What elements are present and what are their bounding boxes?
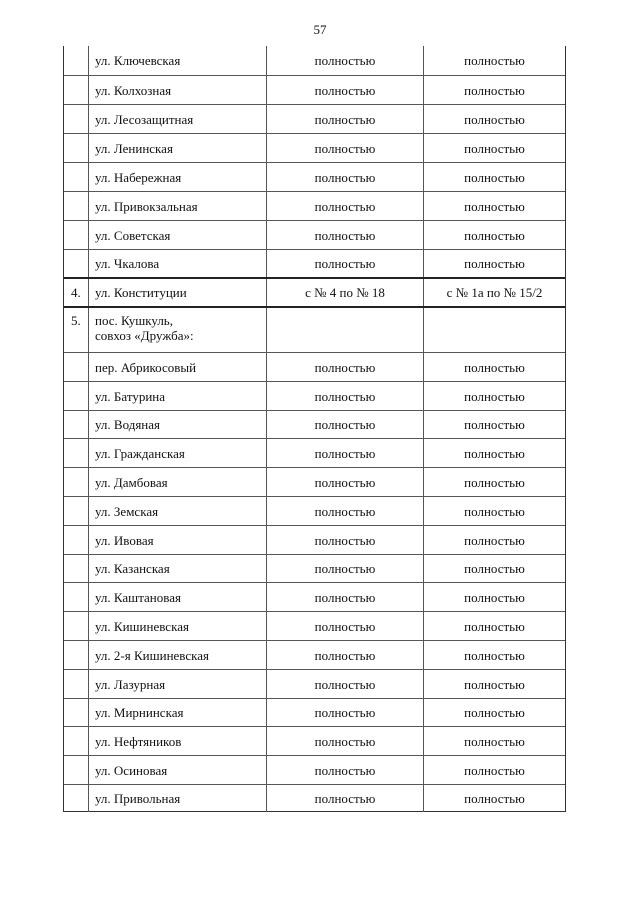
coverage-odd: полностью [266, 411, 423, 438]
table-row [64, 756, 565, 785]
coverage-even: полностью [423, 526, 565, 554]
coverage-odd: полностью [266, 163, 423, 191]
table-row [64, 439, 565, 468]
street-name: ул. Казанская [88, 555, 266, 582]
street-name: ул. Каштановая [88, 583, 266, 611]
street-name: ул. Привольная [88, 785, 266, 812]
table-row [64, 221, 565, 250]
street-name: ул. Ленинская [88, 134, 266, 162]
row-number [64, 411, 88, 438]
row-number [64, 583, 88, 611]
street-name: пер. Абрикосовый [88, 353, 266, 381]
table-row [64, 279, 565, 308]
coverage-even: полностью [423, 756, 565, 784]
row-number [64, 670, 88, 698]
street-name: ул. Лесозащитная [88, 105, 266, 133]
coverage-odd: полностью [266, 670, 423, 698]
row-number [64, 353, 88, 381]
coverage-odd: полностью [266, 583, 423, 611]
table-row [64, 555, 565, 583]
row-number [64, 468, 88, 496]
table-row [64, 670, 565, 699]
row-number [64, 250, 88, 277]
coverage-even: полностью [423, 46, 565, 75]
table-row [64, 163, 565, 192]
row-number [64, 497, 88, 525]
coverage-odd: полностью [266, 497, 423, 525]
coverage-even: полностью [423, 670, 565, 698]
row-number [64, 526, 88, 554]
street-name: ул. Привокзальная [88, 192, 266, 220]
street-name: ул. Мирнинская [88, 699, 266, 726]
row-number [64, 641, 88, 669]
table-row [64, 468, 565, 497]
row-number [64, 699, 88, 726]
street-name: ул. Советская [88, 221, 266, 249]
coverage-even: полностью [423, 163, 565, 191]
settlement-name [88, 308, 266, 352]
table-row [64, 612, 565, 641]
coverage-odd: полностью [266, 756, 423, 784]
row-number [64, 756, 88, 784]
table-row [64, 353, 565, 382]
coverage-even: полностью [423, 439, 565, 467]
street-name: ул. Ключевская [88, 46, 266, 75]
coverage-odd: полностью [266, 641, 423, 669]
coverage-odd: полностью [266, 46, 423, 75]
row-number [64, 163, 88, 191]
coverage-odd: полностью [266, 699, 423, 726]
street-name: ул. Осиновая [88, 756, 266, 784]
coverage-odd: с № 4 по № 18 [266, 279, 423, 306]
row-number [64, 46, 88, 75]
coverage-odd: полностью [266, 468, 423, 496]
table-row [64, 411, 565, 439]
street-name: ул. Колхозная [88, 76, 266, 104]
coverage-even: полностью [423, 134, 565, 162]
table-row [64, 192, 565, 221]
coverage-odd: полностью [266, 353, 423, 381]
street-name: ул. Кишиневская [88, 612, 266, 640]
street-name: ул. Конституции [88, 279, 266, 306]
coverage-even: полностью [423, 192, 565, 220]
table-row [64, 105, 565, 134]
coverage-odd: полностью [266, 382, 423, 410]
settlement-line-1: пос. Кушкуль, [95, 313, 173, 328]
coverage-odd: полностью [266, 134, 423, 162]
street-name: ул. Нефтяников [88, 727, 266, 755]
table-row [64, 497, 565, 526]
table-row [64, 382, 565, 411]
coverage-even: полностью [423, 382, 565, 410]
street-table [63, 46, 566, 812]
row-number [64, 785, 88, 812]
coverage-odd: полностью [266, 785, 423, 812]
coverage-odd: полностью [266, 192, 423, 220]
coverage-even: полностью [423, 555, 565, 582]
street-name: ул. Дамбовая [88, 468, 266, 496]
table-row [64, 641, 565, 670]
coverage-odd: полностью [266, 526, 423, 554]
street-name: ул. Земская [88, 497, 266, 525]
coverage-odd: полностью [266, 105, 423, 133]
settlement-line-2: совхоз «Дружба»: [95, 328, 194, 343]
row-number [64, 221, 88, 249]
street-name: ул. Набережная [88, 163, 266, 191]
coverage-odd: полностью [266, 76, 423, 104]
coverage-even: полностью [423, 250, 565, 277]
table-row [64, 727, 565, 756]
coverage-odd: полностью [266, 727, 423, 755]
row-number [64, 192, 88, 220]
coverage-odd: полностью [266, 221, 423, 249]
table-row [64, 699, 565, 727]
street-name: ул. Чкалова [88, 250, 266, 277]
coverage-odd: полностью [266, 250, 423, 277]
coverage-even: полностью [423, 105, 565, 133]
coverage-odd: полностью [266, 439, 423, 467]
table-row [64, 583, 565, 612]
coverage-odd: полностью [266, 612, 423, 640]
row-number [64, 439, 88, 467]
row-number [64, 612, 88, 640]
coverage-even: полностью [423, 785, 565, 812]
coverage-even: полностью [423, 497, 565, 525]
table-row [64, 526, 565, 555]
street-name: ул. Водяная [88, 411, 266, 438]
coverage-even: с № 1а по № 15/2 [423, 279, 565, 306]
street-name: ул. Ивовая [88, 526, 266, 554]
coverage-even: полностью [423, 468, 565, 496]
coverage-even: полностью [423, 612, 565, 640]
page-number: 57 [313, 22, 327, 37]
coverage-even: полностью [423, 727, 565, 755]
row-number [64, 555, 88, 582]
row-number [64, 76, 88, 104]
street-name: ул. Гражданская [88, 439, 266, 467]
street-name: ул. 2-я Кишиневская [88, 641, 266, 669]
table-row-section [64, 308, 565, 353]
table-row [64, 785, 565, 812]
row-number: 4. [71, 285, 81, 300]
coverage-even: полностью [423, 221, 565, 249]
row-number: 5. [71, 313, 81, 328]
row-number [64, 105, 88, 133]
coverage-odd: полностью [266, 555, 423, 582]
coverage-even: полностью [423, 583, 565, 611]
table-row [64, 46, 565, 76]
row-number [64, 727, 88, 755]
coverage-even: полностью [423, 76, 565, 104]
coverage-even: полностью [423, 699, 565, 726]
table-row [64, 76, 565, 105]
street-name: ул. Лазурная [88, 670, 266, 698]
coverage-even: полностью [423, 353, 565, 381]
table-row [64, 250, 565, 279]
coverage-even: полностью [423, 411, 565, 438]
row-number [64, 382, 88, 410]
coverage-odd [266, 308, 423, 352]
coverage-even: полностью [423, 641, 565, 669]
row-number [64, 134, 88, 162]
table-row [64, 134, 565, 163]
street-name: ул. Батурина [88, 382, 266, 410]
coverage-even [423, 308, 565, 352]
